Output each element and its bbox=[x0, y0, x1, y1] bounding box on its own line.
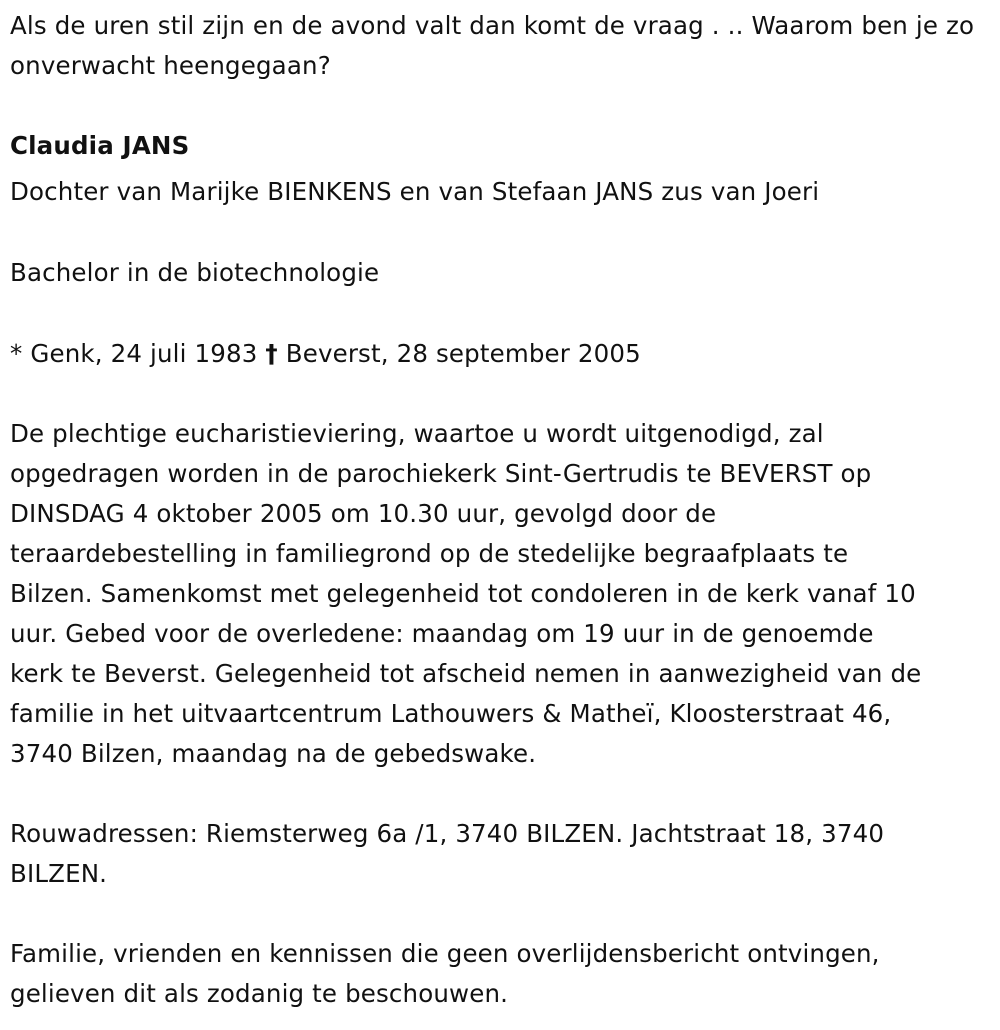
opening-verse bbox=[10, 6, 985, 86]
education-line: Bachelor in de biotechnologie bbox=[10, 258, 380, 287]
addresses-paragraph bbox=[10, 814, 985, 894]
opening-verse-text: Als de uren stil zijn en de avond valt dan komt de vraag . .. Waarom ben je zo onverwacht heengegaan? bbox=[10, 11, 975, 80]
birth-death-line bbox=[10, 334, 985, 374]
parents-line: Dochter van Marijke BIENKENS en van Stefaan JANS zus van Joeri bbox=[10, 177, 820, 206]
closing-line: gelieven dit als zodanig te beschouwen. bbox=[10, 979, 509, 1008]
ceremony-line: De plechtige eucharistieviering, waartoe u wordt uitgenodigd, zal bbox=[10, 419, 824, 448]
birth-info: * Genk, 24 juli 1983 bbox=[10, 339, 258, 368]
ceremony-line: 3740 Bilzen, maandag na de gebedswake. bbox=[10, 739, 537, 768]
cross-icon: † bbox=[265, 339, 278, 368]
closing-paragraph bbox=[10, 934, 985, 1014]
addresses-line: BILZEN. bbox=[10, 859, 108, 888]
ceremony-line: familie in het uitvaartcentrum Lathouwers & Matheï, Kloosterstraat 46, bbox=[10, 699, 892, 728]
deceased-name: Claudia JANS bbox=[10, 131, 190, 160]
closing-line: Familie, vrienden en kennissen die geen overlijdensbericht ontvingen, bbox=[10, 939, 880, 968]
addresses-line: Rouwadressen: Riemsterweg 6a /1, 3740 BILZEN. Jachtstraat 18, 3740 bbox=[10, 819, 885, 848]
ceremony-line: DINSDAG 4 oktober 2005 om 10.30 uur, gevolgd door de bbox=[10, 499, 717, 528]
ceremony-line: Bilzen. Samenkomst met gelegenheid tot condoleren in de kerk vanaf 10 bbox=[10, 579, 916, 608]
ceremony-line: teraardebestelling in familiegrond op de stedelijke begraafplaats te bbox=[10, 539, 849, 568]
ceremony-line: opgedragen worden in de parochiekerk Sint-Gertrudis te BEVERST op bbox=[10, 459, 872, 488]
ceremony-paragraph bbox=[10, 414, 985, 774]
ceremony-line: uur. Gebed voor de overledene: maandag om 19 uur in de genoemde bbox=[10, 619, 874, 648]
death-info: Beverst, 28 september 2005 bbox=[285, 339, 641, 368]
ceremony-line: kerk te Beverst. Gelegenheid tot afscheid nemen in aanwezigheid van de bbox=[10, 659, 922, 688]
